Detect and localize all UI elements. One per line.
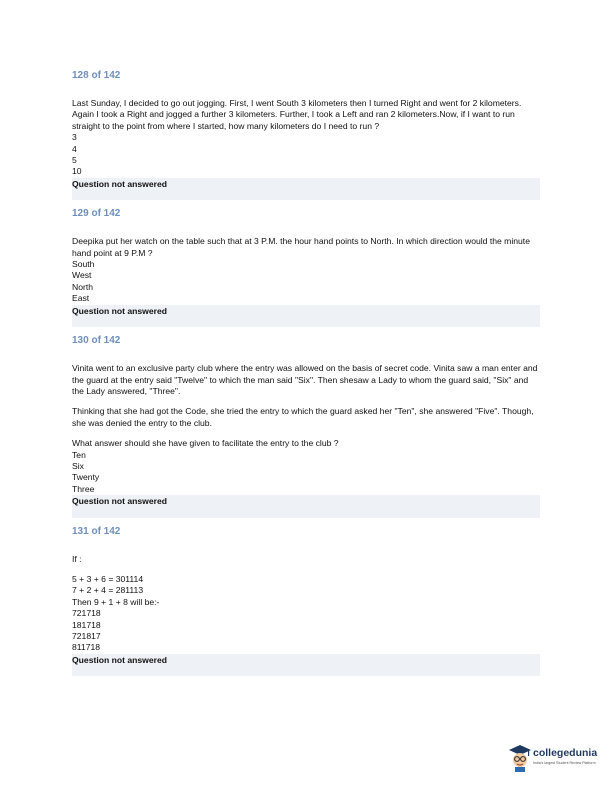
option: 3: [72, 132, 77, 143]
option: 10: [72, 166, 82, 177]
option: 721718: [72, 608, 101, 619]
option: Three: [72, 483, 95, 494]
option: Twenty: [72, 472, 100, 483]
option: 811718: [72, 642, 101, 653]
answer-status: Question not answered: [72, 495, 540, 517]
question-text: If :: [72, 553, 82, 564]
question-block: [72, 335, 540, 517]
question-block: [72, 208, 540, 327]
collegedunia-logo[interactable]: [508, 744, 608, 774]
question-text: Thinking that she had got the Code, she tried the entry to which the guard asked her "Ten", she answered "Five". Though, she was denied the entry to the club.: [72, 406, 534, 428]
question-list: [72, 70, 540, 684]
option: Ten: [72, 449, 86, 460]
answer-status: Question not answered: [72, 654, 540, 676]
question-block: [72, 526, 540, 677]
graduate-mascot-icon: [508, 744, 532, 772]
option: West: [72, 270, 92, 281]
logo-tagline: India's largest Student Review Platform: [533, 761, 596, 765]
question-text: Deepika put her watch on the table such that at 3 P.M. the hour hand points to North. In which direction would the minute hand point at 9 P.M ?: [72, 236, 530, 258]
question-text: Last Sunday, I decided to go out jogging. First, I went South 3 kilometers then I turned Right and went for 2 kilometers. Again I took a Right and jogged a further 3 kilometers. Further, I took a Left and ran 2 kilometers.Now, if I want to run straight to the point from where I started, how many kilometers do I need to run ?: [72, 98, 522, 131]
answer-status: Question not answered: [72, 305, 540, 327]
option: 721817: [72, 631, 101, 641]
question-number: 128 of 142: [72, 70, 121, 81]
option: Six: [72, 460, 84, 471]
option: North: [72, 281, 94, 292]
options-list: [72, 450, 540, 496]
question-number: 130 of 142: [72, 335, 121, 347]
option: South: [72, 259, 95, 270]
answer-status: Question not answered: [72, 178, 540, 200]
options-list: [72, 259, 540, 305]
logo-name: collegedunia: [533, 747, 598, 759]
option: 4: [72, 143, 77, 154]
option: 181718: [72, 619, 101, 630]
question-text: What answer should she have given to facilitate the entry to the club ?: [72, 438, 339, 449]
question-text: 5 + 3 + 6 = 301114 7 + 2 + 4 = 281113 Then 9 + 1 + 8 will be:-: [72, 573, 160, 607]
question-text: Vinita went to an exclusive party club where the entry was allowed on the basis of secret code. Vinita saw a man enter and the guard at the entry said "Twelve" to which the man said "Six". Then shesaw a Lady to whom the guard said, "Six" and the Lady answered, "Three".: [72, 363, 538, 396]
option: East: [72, 293, 90, 304]
question-number: 131 of 142: [72, 525, 121, 537]
question-number: 129 of 142: [72, 208, 121, 220]
options-list: [72, 132, 540, 178]
options-list: [72, 608, 540, 654]
option: 5: [72, 155, 77, 166]
question-block: [72, 70, 540, 200]
